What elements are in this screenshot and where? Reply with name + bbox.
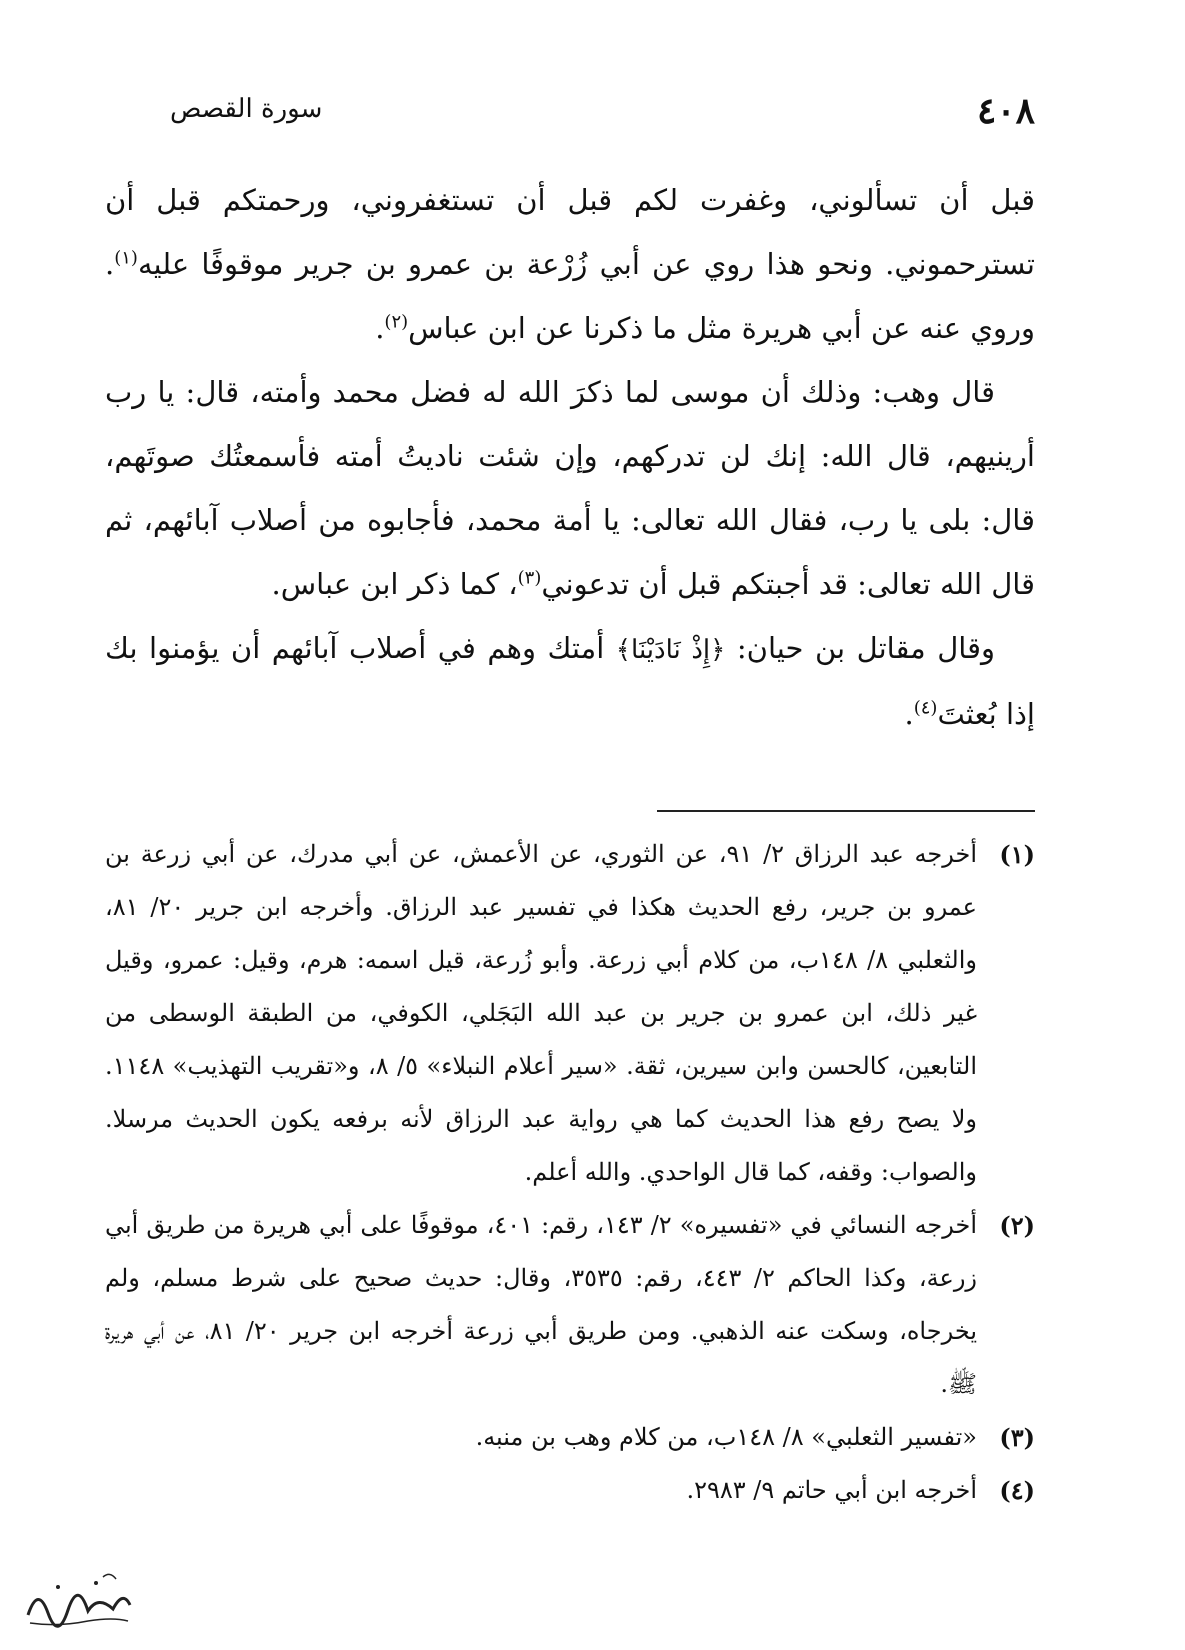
footnotes	[105, 828, 1035, 1517]
footnote-text: «تفسير الثعلبي» ٨/ ١٤٨ب، من كلام وهب بن منبه.	[475, 1423, 977, 1451]
calligraphy-logo-icon	[18, 1565, 138, 1635]
paragraph-1	[105, 168, 1035, 360]
paragraph-3	[105, 616, 1035, 746]
paragraph-3-start: وقال مقاتل بن حيان:	[725, 631, 995, 665]
footnote-ref-3[interactable]: (٣)	[517, 567, 542, 589]
paragraph-2-end: ، كما ذكر ابن عباس.	[271, 567, 518, 601]
footnote-ref-4[interactable]: (٤)	[913, 697, 938, 719]
publisher-logo	[18, 1565, 138, 1635]
footnote-number: (٢)	[999, 1211, 1035, 1240]
footnote	[105, 828, 1035, 1199]
footnote-ref-2[interactable]: (٢)	[384, 311, 409, 333]
footnote-text: أخرجه ابن أبي حاتم ٩/ ٢٩٨٣.	[686, 1476, 977, 1504]
paragraph-1-text: قبل أن تسألوني، وغفرت لكم قبل أن تستغفروني، ورحمتكم قبل أن تسترحموني. ونحو هذا روي عن أبي زُرْعة بن عمرو بن جرير موقوفًا عليه	[105, 183, 1035, 281]
page-header	[150, 90, 1035, 140]
paragraph-2	[105, 360, 1035, 616]
page-number: ٤٠٨	[976, 90, 1035, 132]
footnote	[105, 1199, 1035, 1411]
footnote-ref-1[interactable]: (١)	[114, 247, 138, 269]
surah-title: سورة القصص	[170, 94, 323, 124]
footnote-text: أخرجه عبد الرزاق ٢/ ٩١، عن الثوري، عن الأعمش، عن أبي مدرك، عن أبي زرعة بن عمرو بن جرير، رفع الحديث هكذا في تفسير عبد الرزاق. وأخرجه ابن جرير ٢٠/ ٨١، والثعلبي ٨/ ١٤٨ب، من كلام أبي زرعة. وأبو زُرعة، قيل اسمه: هرم، وقيل: عمرو، وقيل غير ذلك، ابن عمرو بن جرير بن عبد الله البَجَلي، الكوفي، من الطبقة الوسطى من التابعين، كالحسن وابن سيرين، ثقة. «سير أعلام النبلاء» ٥/ ٨، و«تقريب التهذيب» ١١٤٨. ولا يصح رفع هذا الحديث كما هي رواية عبد الرزاق لأنه برفعه يكون الحديث مرسلا. والصواب: وقفه، كما قال الواحدي. والله أعلم.	[105, 840, 978, 1186]
footnote-number: (٤)	[999, 1476, 1035, 1505]
footnote-text: أخرجه النسائي في «تفسيره» ٢/ ١٤٣، رقم: ٤٠١، موقوفًا على أبي هريرة من طريق أبي زرعة، وكذا الحاكم ٢/ ٤٤٣، رقم: ٣٥٣٥، وقال: حديث صحيح على شرط مسلم، ولم يخرجاه، وسكت عنه الذهبي. ومن طريق أبي زرعة أخرجه ابن جرير ٢٠/ ٨١، عن أبي هريرة ﷺ.	[105, 1211, 978, 1398]
paragraph-3-mid: أمتك وهم في أصلاب آبائهم أن يؤمنوا بك إذا بُعثتَ	[105, 631, 1035, 731]
footnote	[105, 1464, 1035, 1517]
footnote-number: (٣)	[999, 1423, 1035, 1452]
paragraph-3-end: .	[904, 697, 914, 731]
quran-quote: ﴿إِذْ نَادَيْنَا﴾	[615, 635, 726, 665]
paragraph-2-text: قال وهب: وذلك أن موسى لما ذكرَ الله له فضل محمد وأمته، قال: يا رب أرينيهم، قال الله: إنك لن تدركهم، وإن شئت ناديتُ أمته فأسمعتُك صوتَهم، قال: بلى يا رب، فقال الله تعالى: يا أمة محمد، فأجابوه من أصلاب آبائهم، ثم قال الله تعالى: قد أجبتكم قبل أن تدعوني	[105, 375, 1035, 601]
footnote-separator	[657, 810, 1035, 812]
footnote	[105, 1411, 1035, 1464]
footnote-number: (١)	[999, 840, 1035, 869]
main-text	[105, 168, 1035, 746]
paragraph-1-mid: . وروي عنه عن أبي هريرة مثل ما ذكرنا عن ابن عباس	[105, 247, 1035, 345]
paragraph-1-end: .	[375, 311, 385, 345]
